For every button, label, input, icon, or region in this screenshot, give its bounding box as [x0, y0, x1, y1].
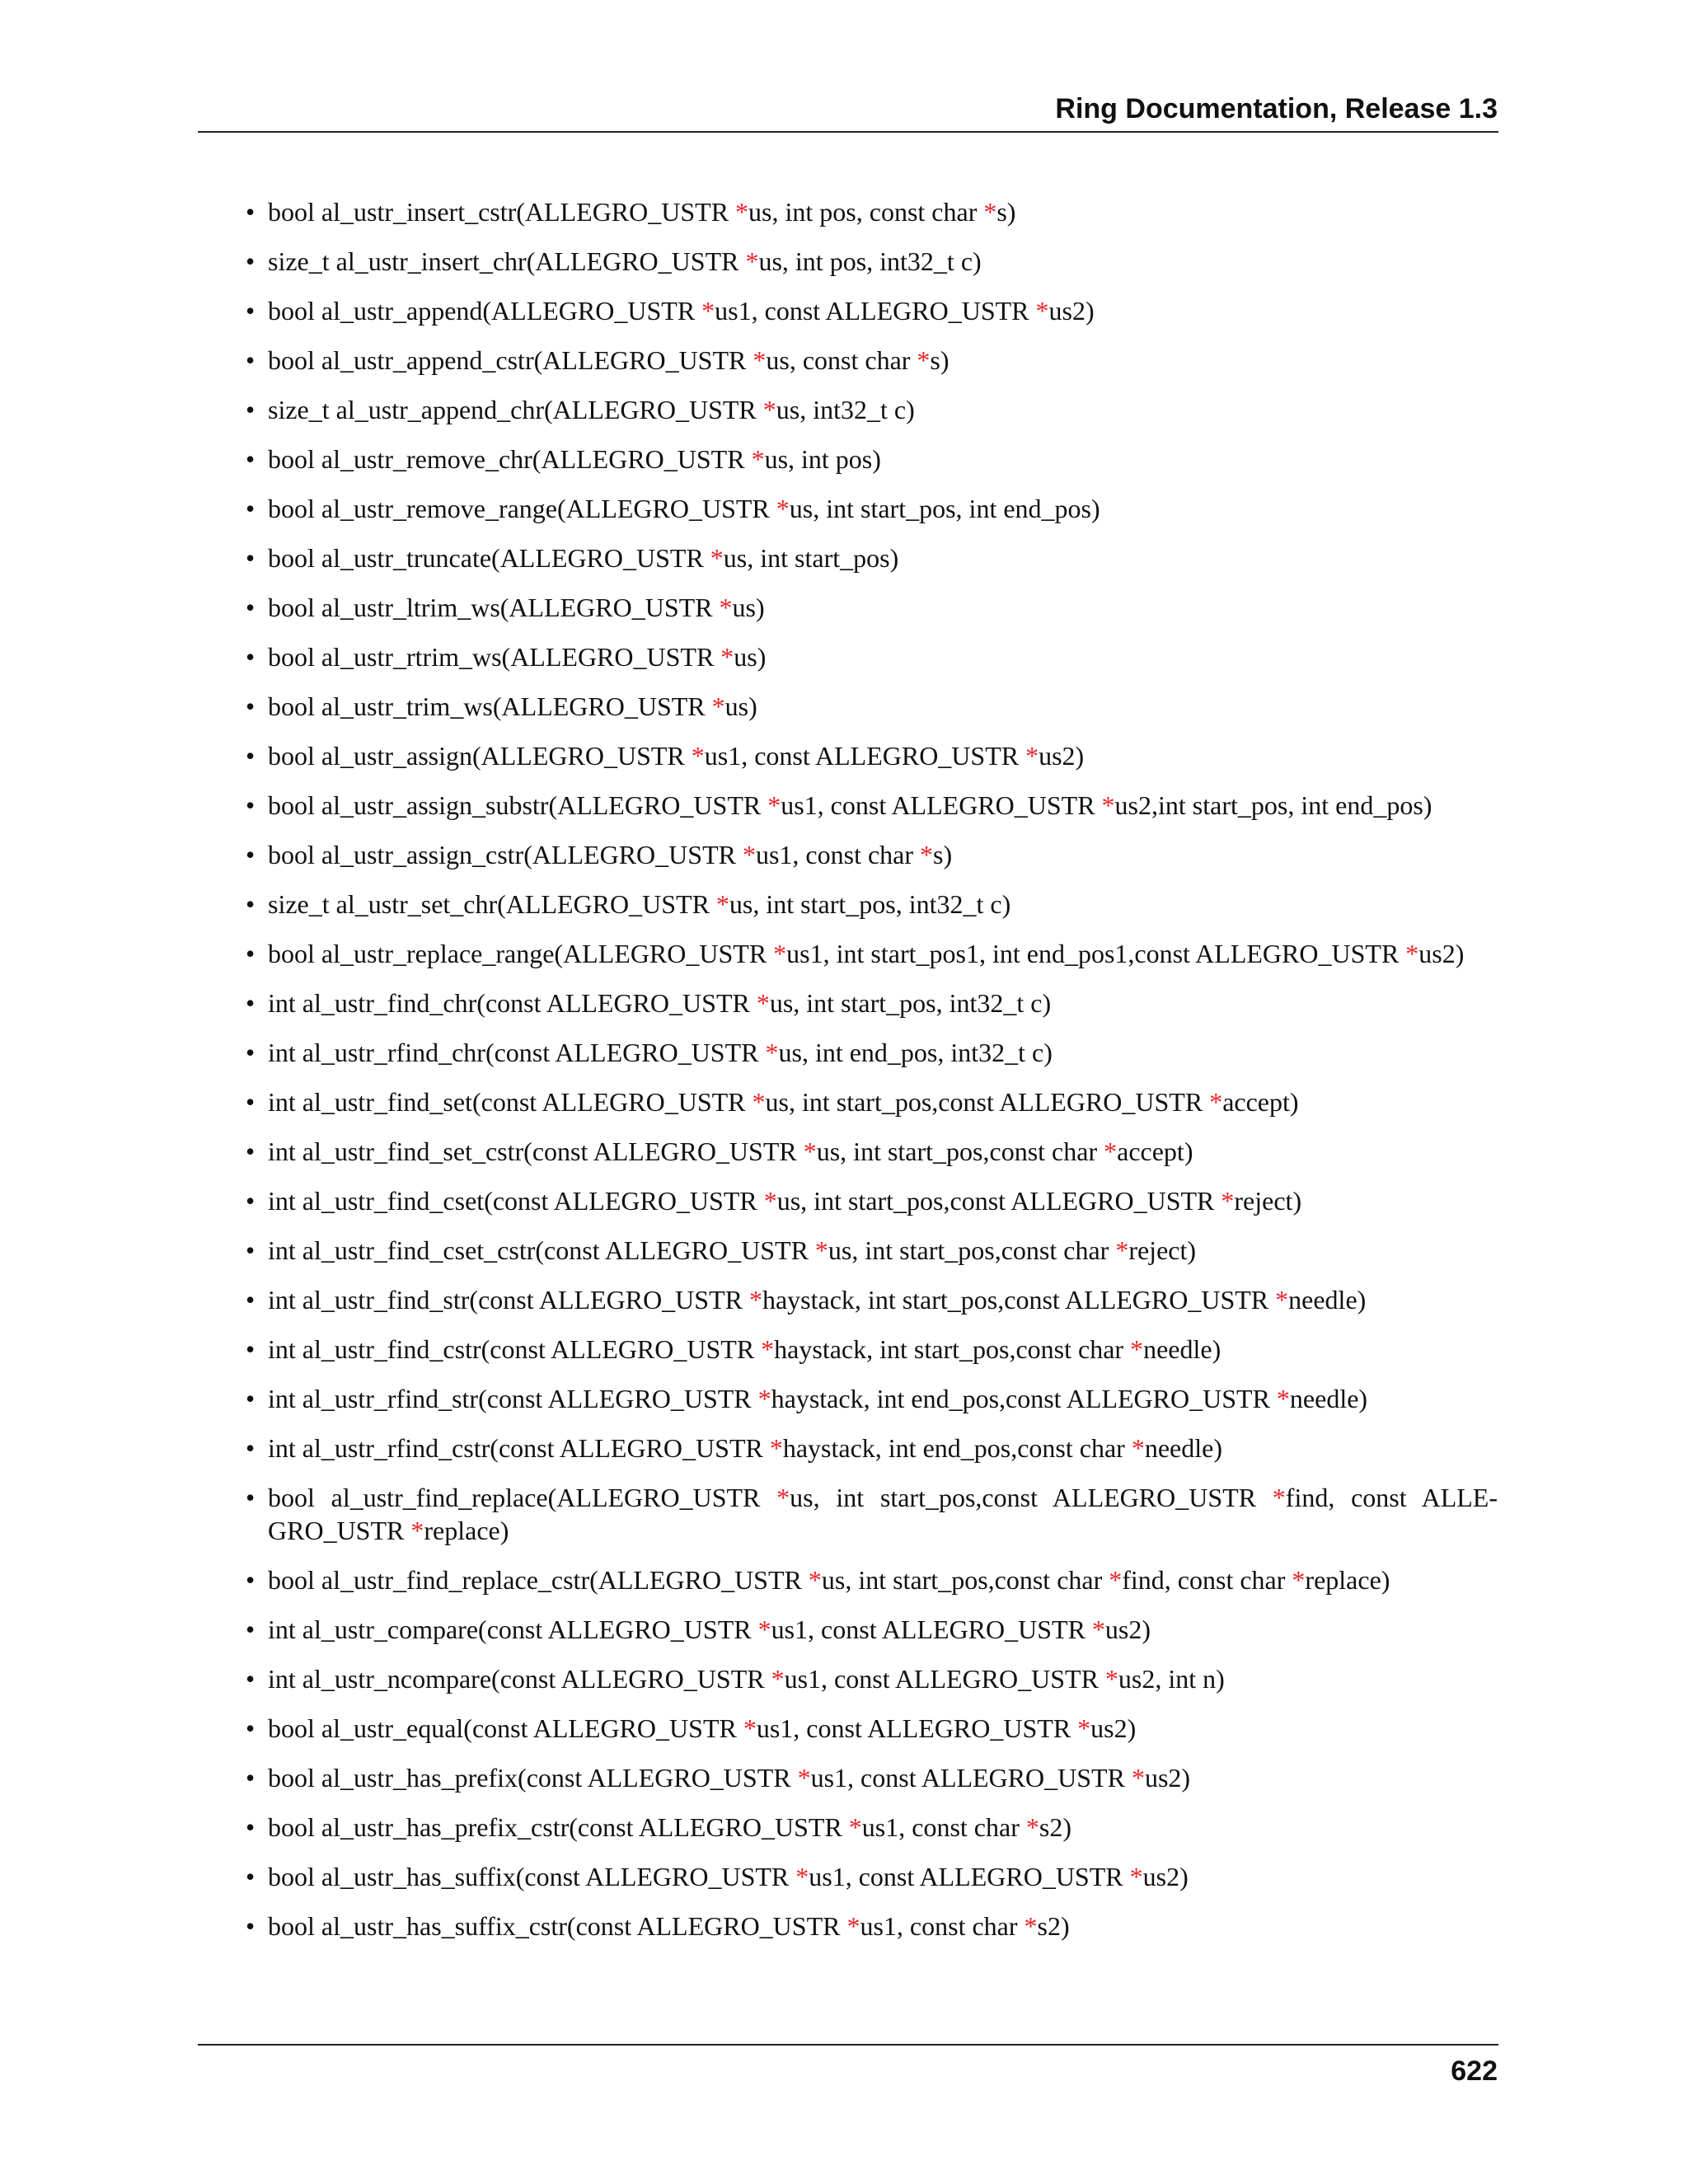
list-item — [246, 541, 1498, 574]
function-signature: bool al_ustr_ltrim_ws(ALLEGRO_USTR *us) — [268, 593, 765, 622]
list-item — [246, 1860, 1498, 1893]
function-signature-list — [246, 195, 1498, 1959]
page-number: 622 — [1451, 2055, 1498, 2087]
list-item — [246, 739, 1498, 772]
bullet-icon: • — [246, 1235, 256, 1265]
list-item — [246, 1563, 1498, 1596]
list-item — [246, 937, 1498, 970]
list-item — [246, 1382, 1498, 1415]
function-signature: bool al_ustr_assign_substr(ALLEGRO_USTR *us1, const ALLEGRO_USTR *us2,int start_pos, int end_pos) — [268, 790, 1432, 820]
list-item — [246, 1432, 1498, 1465]
function-signature: int al_ustr_rfind_cstr(const ALLEGRO_USTR *haystack, int end_pos,const char *needle) — [268, 1433, 1222, 1463]
function-signature: bool al_ustr_equal(const ALLEGRO_USTR *us1, const ALLEGRO_USTR *us2) — [268, 1713, 1137, 1743]
list-item — [246, 1662, 1498, 1695]
function-signature: bool al_ustr_append_cstr(ALLEGRO_USTR *us, const char *s) — [268, 345, 950, 375]
function-signature: int al_ustr_find_str(const ALLEGRO_USTR *haystack, int start_pos,const ALLEGRO_USTR *needle) — [268, 1285, 1367, 1315]
bullet-icon: • — [246, 1087, 256, 1117]
function-signature: bool al_ustr_has_suffix(const ALLEGRO_USTR *us1, const ALLEGRO_USTR *us2) — [268, 1862, 1189, 1891]
function-signature: size_t al_ustr_insert_chr(ALLEGRO_USTR *us, int pos, int32_t c) — [268, 246, 982, 276]
function-signature: int al_ustr_find_cstr(const ALLEGRO_USTR *haystack, int start_pos,const char *needle) — [268, 1334, 1221, 1364]
list-item — [246, 1481, 1498, 1547]
list-item — [246, 1085, 1498, 1118]
function-signature: int al_ustr_find_set(const ALLEGRO_USTR *us, int start_pos,const ALLEGRO_USTR *accept) — [268, 1087, 1299, 1117]
bullet-icon: • — [246, 543, 256, 573]
bullet-icon: • — [246, 296, 256, 326]
function-signature: int al_ustr_compare(const ALLEGRO_USTR *us1, const ALLEGRO_USTR *us2) — [268, 1615, 1151, 1644]
list-item — [246, 591, 1498, 624]
bullet-icon: • — [246, 1038, 256, 1067]
bullet-icon: • — [246, 1384, 256, 1413]
function-signature: int al_ustr_rfind_str(const ALLEGRO_USTR *haystack, int end_pos,const ALLEGRO_USTR *needle) — [268, 1384, 1368, 1413]
list-item — [246, 1613, 1498, 1646]
list-item — [246, 1234, 1498, 1267]
bullet-icon: • — [246, 494, 256, 523]
bullet-icon: • — [246, 1186, 256, 1216]
list-item — [246, 789, 1498, 822]
bullet-icon: • — [246, 1713, 256, 1743]
function-signature: bool al_ustr_insert_cstr(ALLEGRO_USTR *us, int pos, const char *s) — [268, 197, 1016, 227]
bullet-icon: • — [246, 1433, 256, 1463]
function-signature: bool al_ustr_trim_ws(ALLEGRO_USTR *us) — [268, 691, 757, 721]
function-signature: bool al_ustr_remove_chr(ALLEGRO_USTR *us, int pos) — [268, 444, 881, 474]
bullet-icon: • — [246, 1615, 256, 1644]
function-signature: bool al_ustr_replace_range(ALLEGRO_USTR *us1, int start_pos1, int end_pos1,const ALLEGRO_USTR *us2) — [268, 939, 1465, 968]
function-signature: bool al_ustr_rtrim_ws(ALLEGRO_USTR *us) — [268, 642, 767, 672]
bullet-icon: • — [246, 1285, 256, 1315]
function-signature: bool al_ustr_assign(ALLEGRO_USTR *us1, const ALLEGRO_USTR *us2) — [268, 741, 1085, 771]
list-item — [246, 245, 1498, 278]
function-signature: bool al_ustr_find_replace(ALLEGRO_USTR *us, int start_pos,const ALLEGRO_USTR *find, const ALLE-GRO_USTR *replace) — [268, 1483, 1498, 1545]
function-signature: bool al_ustr_has_suffix_cstr(const ALLEGRO_USTR *us1, const char *s2) — [268, 1911, 1070, 1941]
header-rule — [198, 131, 1498, 133]
list-item — [246, 987, 1498, 1019]
function-signature: int al_ustr_find_cset(const ALLEGRO_USTR *us, int start_pos,const ALLEGRO_USTR *reject) — [268, 1186, 1302, 1216]
bullet-icon: • — [246, 1137, 256, 1166]
function-signature: int al_ustr_find_chr(const ALLEGRO_USTR *us, int start_pos, int32_t c) — [268, 988, 1052, 1018]
function-signature: bool al_ustr_remove_range(ALLEGRO_USTR *us, int start_pos, int end_pos) — [268, 494, 1100, 523]
function-signature: size_t al_ustr_set_chr(ALLEGRO_USTR *us, int start_pos, int32_t c) — [268, 889, 1011, 919]
bullet-icon: • — [246, 345, 256, 375]
function-signature: int al_ustr_rfind_chr(const ALLEGRO_USTR *us, int end_pos, int32_t c) — [268, 1038, 1053, 1067]
bullet-icon: • — [246, 642, 256, 672]
function-signature: bool al_ustr_has_prefix(const ALLEGRO_USTR *us1, const ALLEGRO_USTR *us2) — [268, 1763, 1191, 1793]
list-item — [246, 1811, 1498, 1844]
function-signature: int al_ustr_find_set_cstr(const ALLEGRO_USTR *us, int start_pos,const char *accept) — [268, 1137, 1193, 1166]
function-signature: bool al_ustr_find_replace_cstr(ALLEGRO_USTR *us, int start_pos,const char *find, const char *replace) — [268, 1565, 1390, 1595]
list-item — [246, 1283, 1498, 1316]
function-signature: bool al_ustr_append(ALLEGRO_USTR *us1, const ALLEGRO_USTR *us2) — [268, 296, 1095, 326]
bullet-icon: • — [246, 1812, 256, 1842]
bullet-icon: • — [246, 1334, 256, 1364]
bullet-icon: • — [246, 939, 256, 968]
bullet-icon: • — [246, 889, 256, 919]
function-signature: bool al_ustr_has_prefix_cstr(const ALLEGRO_USTR *us1, const char *s2) — [268, 1812, 1071, 1842]
list-item — [246, 1036, 1498, 1069]
function-signature: int al_ustr_ncompare(const ALLEGRO_USTR *us1, const ALLEGRO_USTR *us2, int n) — [268, 1664, 1225, 1694]
list-item — [246, 1333, 1498, 1366]
function-signature: bool al_ustr_truncate(ALLEGRO_USTR *us, int start_pos) — [268, 543, 899, 573]
list-item — [246, 1712, 1498, 1745]
bullet-icon: • — [246, 1565, 256, 1595]
bullet-icon: • — [246, 691, 256, 721]
list-item — [246, 888, 1498, 921]
list-item — [246, 393, 1498, 426]
running-header-title: Ring Documentation, Release 1.3 — [1055, 93, 1498, 124]
list-item — [246, 1184, 1498, 1217]
bullet-icon: • — [246, 1911, 256, 1941]
list-item — [246, 1910, 1498, 1943]
bullet-icon: • — [246, 988, 256, 1018]
list-item — [246, 838, 1498, 871]
bullet-icon: • — [246, 593, 256, 622]
bullet-icon: • — [246, 741, 256, 771]
function-signature: bool al_ustr_assign_cstr(ALLEGRO_USTR *us1, const char *s) — [268, 840, 953, 869]
bullet-icon: • — [246, 840, 256, 869]
list-item — [246, 1761, 1498, 1794]
function-signature: int al_ustr_find_cset_cstr(const ALLEGRO_USTR *us, int start_pos,const char *reject) — [268, 1235, 1197, 1265]
list-item — [246, 492, 1498, 525]
list-item — [246, 344, 1498, 377]
list-item — [246, 195, 1498, 228]
bullet-icon: • — [246, 395, 256, 424]
list-item — [246, 294, 1498, 327]
bullet-icon: • — [246, 246, 256, 276]
bullet-icon: • — [246, 1763, 256, 1793]
footer-rule — [198, 2044, 1498, 2046]
bullet-icon: • — [246, 1862, 256, 1891]
bullet-icon: • — [246, 1664, 256, 1694]
bullet-icon: • — [246, 444, 256, 474]
bullet-icon: • — [246, 1483, 256, 1512]
bullet-icon: • — [246, 197, 256, 227]
list-item — [246, 1135, 1498, 1168]
list-item — [246, 690, 1498, 723]
list-item — [246, 443, 1498, 476]
bullet-icon: • — [246, 790, 256, 820]
list-item — [246, 640, 1498, 673]
function-signature: size_t al_ustr_append_chr(ALLEGRO_USTR *us, int32_t c) — [268, 395, 915, 424]
